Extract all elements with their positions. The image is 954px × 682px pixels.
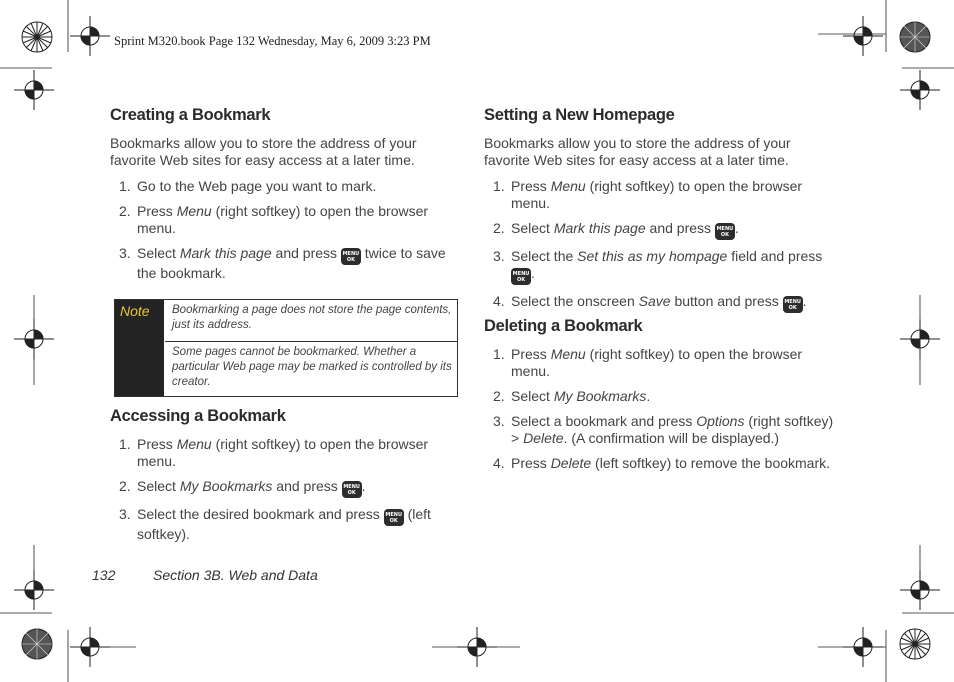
step-number: 3. — [119, 245, 131, 261]
page-number: 132 — [92, 567, 116, 583]
step-number: 2. — [493, 388, 505, 404]
section-title-deleting: Deleting a Bookmark — [484, 317, 643, 335]
menu-option-label: Mark this page — [179, 245, 272, 261]
step-number: 1. — [119, 436, 131, 452]
step-text: twice to save the bookmark. — [137, 245, 446, 281]
softkey-label: Options — [696, 413, 745, 429]
step-text: Select — [511, 388, 554, 404]
step-text: . (A confirmation will be displayed.) — [563, 430, 780, 446]
step-text: (right softkey) to open the browser menu. — [511, 346, 803, 379]
softkey-label: Menu — [550, 346, 586, 362]
note-text-2: Some pages cannot be bookmarked. Whether a particular Web page may be marked is controlled by its creator. — [172, 346, 452, 388]
step-text: Select — [137, 245, 180, 261]
section-title-accessing: Accessing a Bookmark — [110, 407, 286, 425]
step-text: Select — [137, 478, 180, 494]
section-footer: Section 3B. Web and Data — [153, 567, 318, 583]
menu-ok-key-icon: MENU OK — [511, 268, 531, 285]
step-text: . — [802, 293, 807, 309]
softkey-label: Menu — [176, 436, 212, 452]
menu-ok-key-icon: MENU OK — [715, 223, 735, 240]
step-text: Select — [511, 220, 554, 236]
menu-ok-key-icon: MENU OK — [384, 509, 404, 526]
menu-ok-key-icon: MENU OK — [341, 248, 361, 265]
step-text: . — [646, 388, 651, 404]
homepage-intro: Bookmarks allow you to store the address of your favorite Web sites for easy access at a later time. — [484, 135, 791, 168]
step-text: (left softkey) to remove the bookmark. — [591, 455, 831, 471]
section-title-homepage: Setting a New Homepage — [484, 106, 675, 124]
softkey-label: Menu — [550, 178, 586, 194]
step-text: . — [734, 220, 739, 236]
step-text: and press — [645, 220, 715, 236]
note-label: Note — [115, 300, 164, 396]
step-number: 3. — [493, 413, 505, 429]
step-number: 2. — [119, 203, 131, 219]
print-color-wheel-icon — [898, 20, 932, 54]
step-text: and press — [271, 245, 341, 261]
step-text: Select the — [511, 248, 578, 264]
step-number: 3. — [493, 248, 505, 264]
step-number: 4. — [493, 455, 505, 471]
step-number: 3. — [119, 506, 131, 522]
step-text: . — [361, 478, 366, 494]
step-text: and press — [272, 478, 342, 494]
step-text: (right softkey) to open the browser menu. — [137, 203, 429, 236]
step-number: 1. — [119, 178, 131, 194]
print-color-wheel-icon — [20, 627, 54, 661]
step-text: Press — [511, 178, 551, 194]
step-text: (right softkey) to open the browser menu. — [511, 178, 803, 211]
step-text: (right softkey) to open the browser menu. — [137, 436, 429, 469]
print-color-wheel-icon — [20, 20, 54, 54]
menu-ok-key-icon: MENU OK — [342, 481, 362, 498]
step-text: Select the onscreen — [511, 293, 639, 309]
button-label: Save — [638, 293, 671, 309]
step-text: button and press — [670, 293, 783, 309]
menu-option-label: Delete — [523, 430, 564, 446]
step-number: 2. — [493, 220, 505, 236]
step-text: Press — [511, 346, 551, 362]
print-header: Sprint M320.book Page 132 Wednesday, May 6, 2009 3:23 PM — [114, 34, 431, 48]
step-text: Press — [137, 203, 177, 219]
step-text: (left softkey). — [137, 506, 431, 542]
print-color-wheel-icon — [898, 627, 932, 661]
softkey-label: Delete — [550, 455, 592, 471]
menu-option-label: My Bookmarks — [553, 388, 647, 404]
step-number: 1. — [493, 346, 505, 362]
note-text-1: Bookmarking a page does not store the page contents, just its address. — [172, 304, 452, 331]
creating-intro: Bookmarks allow you to store the address of your favorite Web sites for easy access at a later time. — [110, 135, 417, 168]
step-text: (right softkey) > — [511, 413, 834, 446]
step-text: field and press — [727, 248, 823, 264]
step-text: Press — [511, 455, 551, 471]
step-text: Select a bookmark and press — [511, 413, 697, 429]
section-title-creating: Creating a Bookmark — [110, 106, 271, 124]
step-text: Press — [137, 436, 177, 452]
softkey-label: Menu — [176, 203, 212, 219]
step-text: Go to the Web page you want to mark. — [137, 178, 377, 194]
step-number: 2. — [119, 478, 131, 494]
step-text: . — [531, 265, 535, 281]
step-number: 4. — [493, 293, 505, 309]
menu-option-label: My Bookmarks — [179, 478, 273, 494]
step-text: Select the desired bookmark and press — [137, 506, 384, 522]
step-number: 1. — [493, 178, 505, 194]
menu-option-label: Mark this page — [553, 220, 646, 236]
menu-option-label: Set this as my hompage — [577, 248, 728, 264]
menu-ok-key-icon: MENU OK — [783, 296, 803, 313]
